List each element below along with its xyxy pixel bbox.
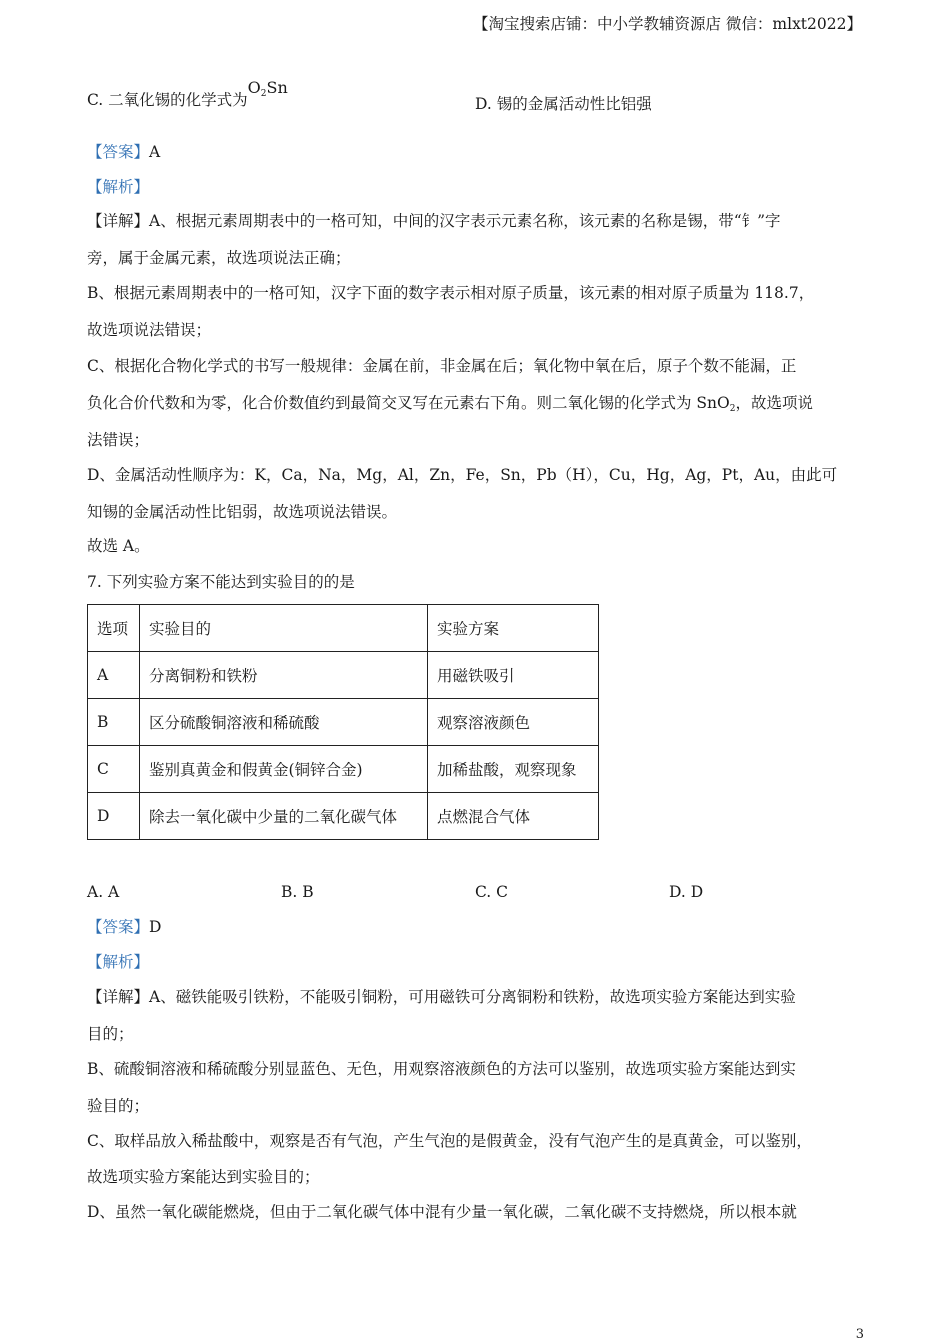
table-cell: 观察溶液颜色 (428, 699, 599, 746)
page-header: 【淘宝搜索店铺：中小学教辅资源店 微信：mlxt2022】 (472, 15, 862, 33)
q7-line-7: D、虽然一氧化碳能燃烧，但由于二氧化碳气体中混有少量一氧化碳，二氧化碳不支持燃烧，所以根本就 (87, 1203, 797, 1221)
table-cell: 点燃混合气体 (428, 793, 599, 840)
q7-answer (87, 917, 161, 937)
table-header-row (88, 605, 599, 652)
q6-option-c-formula (248, 78, 288, 97)
experiment-table (87, 604, 599, 840)
q7-analysis-tag: 【解析】 (87, 953, 150, 971)
q7-option-d: D. D (669, 883, 704, 901)
page-number: 3 (855, 1327, 864, 1342)
formula-subscript: 2 (729, 404, 736, 414)
table-cell: A (88, 652, 140, 699)
q7-option-a: A. A (87, 883, 120, 901)
q6-line-text: 负化合价代数和为零，化合价数值约到最简交叉写在元素右下角。则二氧化锡的化学式为 SnO (87, 394, 730, 412)
table-cell: 用磁铁吸引 (428, 652, 599, 699)
table-header-cell: 实验方案 (428, 605, 599, 652)
q6-line-3: B、根据元素周期表中的一格可知，汉字下面的数字表示相对原子质量，该元素的相对原子质量为 118.7， (87, 284, 815, 302)
q7-title: 7. 下列实验方案不能达到实验目的的是 (87, 573, 355, 591)
answer-tag: 【答案】 (87, 918, 150, 936)
answer-tag: 【答案】 (87, 143, 150, 161)
q7-line-3: B、硫酸铜溶液和稀硫酸分别显蓝色、无色，用观察溶液颜色的方法可以鉴别，故选项实验方案能达到实 (87, 1060, 796, 1078)
q6-line-4: 故选项说法错误； (87, 321, 212, 339)
formula-sn: Sn (266, 78, 288, 97)
formula-o: O (247, 78, 261, 97)
table-cell: 区分硫酸铜溶液和稀硫酸 (140, 699, 428, 746)
table-cell: B (88, 699, 140, 746)
q6-line-5: C、根据化合物化学式的书写一般规律：金属在前，非金属在后；氧化物中氧在后，原子个数不能漏，正 (87, 357, 797, 375)
q6-line-10: 故选 A。 (87, 537, 150, 555)
q7-line-4: 验目的； (87, 1097, 150, 1115)
answer-value: A (149, 143, 161, 161)
table-cell: 鉴别真黄金和假黄金(铜锌合金) (140, 746, 428, 793)
table-cell: D (88, 793, 140, 840)
answer-value: D (149, 918, 162, 936)
table-cell: 加稀盐酸，观察现象 (428, 746, 599, 793)
q6-line-1 (87, 211, 781, 231)
q6-line-7: 法错误； (87, 431, 150, 449)
q6-analysis-tag: 【解析】 (87, 178, 150, 196)
table-row (88, 699, 599, 746)
table-row (88, 793, 599, 840)
q6-option-c (87, 78, 288, 116)
q6-line-text: A、根据元素周期表中的一格可知，中间的汉字表示元素名称，该元素的名称是锡，带“钅”字 (149, 212, 781, 230)
q6-option-d: D. 锡的金属活动性比铝强 (475, 95, 652, 113)
table-cell: 分离铜粉和铁粉 (140, 652, 428, 699)
q7-line-5: C、取样品放入稀盐酸中，观察是否有气泡，产生气泡的是假黄金，没有气泡产生的是真黄金，可以鉴别， (87, 1132, 812, 1150)
detail-tag: 【详解】 (87, 212, 150, 230)
formula-subscript: 2 (260, 89, 267, 99)
table-row (88, 746, 599, 793)
q6-option-c-text: C. 二氧化锡的化学式为 (87, 91, 248, 109)
q6-line-suffix: ，故选项说 (735, 394, 813, 412)
q6-line-6 (87, 393, 813, 419)
q6-line-8: D、金属活动性顺序为：K，Ca，Na，Mg，Al，Zn，Fe，Sn，Pb（H），Cu，Hg，Ag，Pt，Au，由此可 (87, 466, 838, 484)
table-cell: 除去一氧化碳中少量的二氧化碳气体 (140, 793, 428, 840)
table-row (88, 652, 599, 699)
detail-tag: 【详解】 (87, 988, 150, 1006)
q7-option-c: C. C (475, 883, 509, 901)
q6-line-2: 旁，属于金属元素，故选项说法正确； (87, 249, 351, 267)
q7-line-text: A、磁铁能吸引铁粉，不能吸引铜粉，可用磁铁可分离铜粉和铁粉，故选项实验方案能达到实验 (149, 988, 796, 1006)
q7-line-6: 故选项实验方案能达到实验目的； (87, 1168, 320, 1186)
table-header-cell: 实验目的 (140, 605, 428, 652)
q6-answer (87, 142, 160, 162)
q7-line-2: 目的； (87, 1025, 134, 1043)
q6-line-9: 知锡的金属活动性比铝弱，故选项说法错误。 (87, 503, 398, 521)
table-header-cell: 选项 (88, 605, 140, 652)
q7-line-1 (87, 987, 796, 1007)
table-cell: C (88, 746, 140, 793)
q7-option-b: B. B (281, 883, 314, 901)
